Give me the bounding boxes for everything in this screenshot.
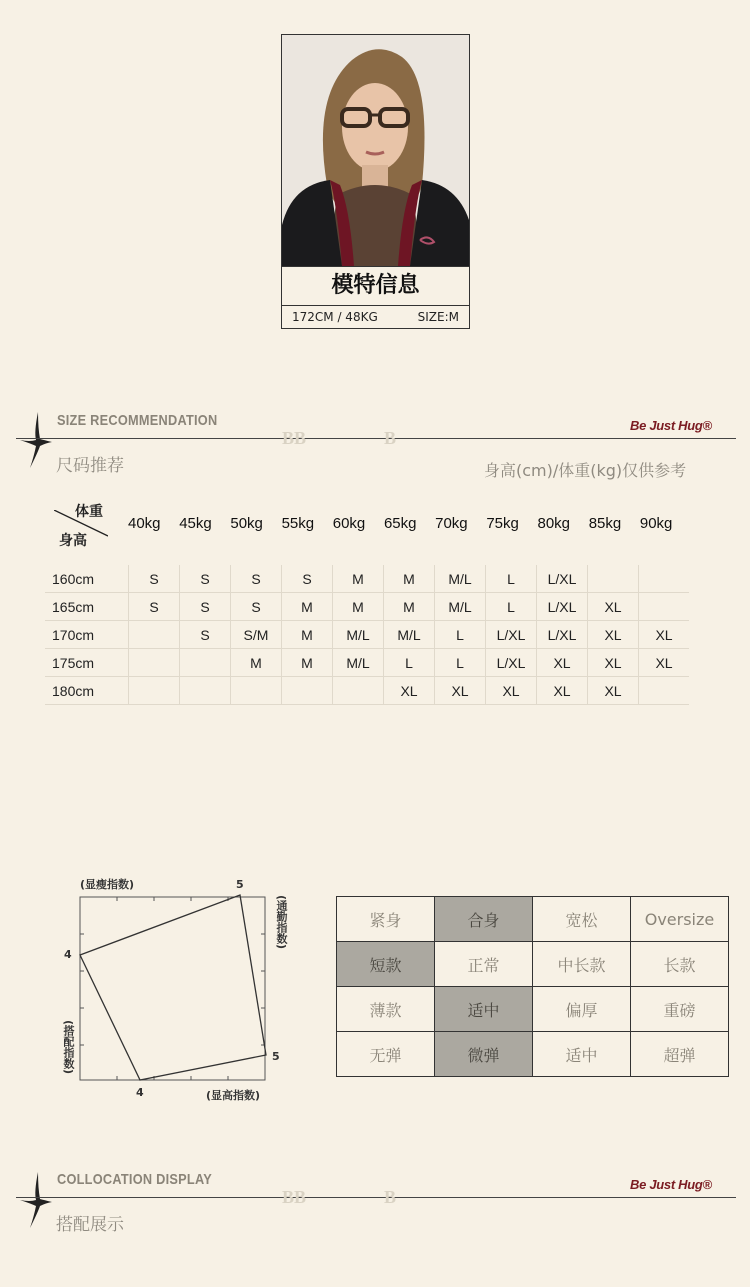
- attribute-cell: 合身: [435, 897, 533, 942]
- size-cell: [129, 649, 180, 677]
- size-cell: M: [333, 565, 384, 593]
- slimming-index-value: 5: [236, 878, 244, 891]
- size-cell: XL: [588, 621, 639, 649]
- size-cell: M: [231, 649, 282, 677]
- height-index-value: 4: [136, 1086, 144, 1099]
- attribute-cell: 宽松: [533, 897, 631, 942]
- b-logo-mark: B: [384, 1187, 397, 1207]
- sparkle-icon: [16, 412, 52, 472]
- size-cell: S/M: [231, 621, 282, 649]
- attribute-cell: 微弹: [435, 1032, 533, 1077]
- index-chart: [60, 875, 300, 1105]
- attribute-row: [337, 897, 729, 942]
- size-cell: L: [486, 593, 537, 621]
- size-cell: S: [129, 565, 180, 593]
- size-cell: [639, 677, 690, 705]
- weight-header-cell: 80kg: [537, 515, 571, 532]
- size-cell: L: [384, 649, 435, 677]
- size-cell: L: [435, 621, 486, 649]
- table-row: [45, 677, 689, 705]
- model-photo: [282, 35, 469, 266]
- size-cell: [180, 677, 231, 705]
- sparkle-icon: [16, 1172, 52, 1232]
- commute-index-label: (通勤指数): [275, 895, 288, 950]
- size-cell: [333, 677, 384, 705]
- weight-header-cell: 70kg: [435, 515, 468, 532]
- height-cell: 180cm: [45, 677, 129, 705]
- size-cell: L/XL: [537, 593, 588, 621]
- size-cell: XL: [537, 677, 588, 705]
- bb-logo-mark: BB: [282, 428, 307, 448]
- section-divider: [16, 1197, 736, 1198]
- size-cell: XL: [639, 649, 690, 677]
- matching-index-label: (搭配指数): [62, 1020, 75, 1075]
- table-row: [45, 593, 689, 621]
- attribute-row: [337, 942, 729, 987]
- size-cell: [639, 565, 690, 593]
- section-divider: [16, 438, 736, 439]
- attribute-cell: 短款: [337, 942, 435, 987]
- fit-attribute-grid: [336, 896, 729, 1077]
- brand-logo: Be Just Hug®: [630, 418, 712, 433]
- weight-header-cell: 40kg: [128, 515, 161, 532]
- height-cell: 165cm: [45, 593, 129, 621]
- size-cell: [129, 621, 180, 649]
- table-row: [45, 621, 689, 649]
- size-cell: L/XL: [486, 649, 537, 677]
- size-cell: XL: [588, 593, 639, 621]
- size-cell: M/L: [333, 621, 384, 649]
- size-cell: L/XL: [486, 621, 537, 649]
- size-cell: XL: [588, 649, 639, 677]
- attribute-cell: 薄款: [337, 987, 435, 1032]
- size-cell: XL: [435, 677, 486, 705]
- size-cell: M: [333, 593, 384, 621]
- weight-header-cell: 65kg: [383, 515, 417, 532]
- size-cell: S: [180, 593, 231, 621]
- size-section-title-cn: 尺码推荐: [56, 456, 124, 476]
- size-cell: L: [435, 649, 486, 677]
- height-cell: 175cm: [45, 649, 129, 677]
- size-cell: XL: [639, 621, 690, 649]
- collocation-section-title-en: COLLOCATION DISPLAY: [57, 1171, 213, 1188]
- attribute-cell: 适中: [533, 1032, 631, 1077]
- table-row: [45, 565, 689, 593]
- attribute-cell: 无弹: [337, 1032, 435, 1077]
- size-cell: [129, 677, 180, 705]
- size-cell: M: [282, 649, 333, 677]
- corner-diagonal: [54, 510, 108, 538]
- height-cell: 160cm: [45, 565, 129, 593]
- brand-logo: Be Just Hug®: [630, 1177, 712, 1192]
- size-cell: XL: [588, 677, 639, 705]
- size-cell: M: [384, 593, 435, 621]
- attribute-cell: 超弹: [631, 1032, 729, 1077]
- index-polygon: [80, 895, 266, 1080]
- model-photo-illustration: [282, 35, 469, 266]
- size-cell: M: [282, 621, 333, 649]
- model-size: SIZE:M: [417, 310, 459, 324]
- size-cell: S: [180, 565, 231, 593]
- size-cell: L/XL: [537, 621, 588, 649]
- height-index-label: (显高指数): [206, 1089, 261, 1102]
- size-cell: [639, 593, 690, 621]
- size-cell: M: [384, 565, 435, 593]
- model-info-title: 模特信息: [282, 266, 469, 306]
- attribute-cell: 紧身: [337, 897, 435, 942]
- size-cell: S: [231, 593, 282, 621]
- size-cell: M/L: [435, 593, 486, 621]
- model-info-card: [281, 34, 470, 329]
- weight-header-cell: 60kg: [332, 515, 366, 532]
- attribute-cell: 中长款: [533, 942, 631, 987]
- size-cell: XL: [537, 649, 588, 677]
- height-header: 身高: [59, 533, 87, 549]
- size-cell: S: [231, 565, 282, 593]
- matching-index-value: 4: [64, 948, 72, 961]
- b-logo-mark: B: [384, 428, 397, 448]
- attribute-row: [337, 1032, 729, 1077]
- size-cell: [231, 677, 282, 705]
- weight-header-cell: 45kg: [179, 515, 212, 532]
- weight-header-cell: 75kg: [486, 515, 519, 532]
- size-table: [45, 565, 689, 705]
- size-cell: S: [180, 621, 231, 649]
- weight-header-row: [128, 515, 691, 532]
- weight-header-cell: 90kg: [639, 515, 673, 532]
- size-cell: S: [282, 565, 333, 593]
- size-cell: [282, 677, 333, 705]
- size-section-title-en: SIZE RECOMMENDATION: [57, 412, 218, 429]
- size-reference-note: 身高(cm)/体重(kg)仅供参考: [484, 461, 687, 480]
- size-cell: M/L: [384, 621, 435, 649]
- size-cell: S: [129, 593, 180, 621]
- attribute-row: [337, 987, 729, 1032]
- attribute-cell: 偏厚: [533, 987, 631, 1032]
- attribute-cell: 长款: [631, 942, 729, 987]
- attribute-cell: Oversize: [631, 897, 729, 942]
- size-cell: [588, 565, 639, 593]
- size-cell: M/L: [435, 565, 486, 593]
- slimming-index-label: (显瘦指数): [80, 878, 135, 891]
- size-cell: [180, 649, 231, 677]
- weight-header: 体重: [75, 504, 103, 520]
- size-cell: L: [486, 565, 537, 593]
- size-cell: XL: [384, 677, 435, 705]
- attribute-cell: 适中: [435, 987, 533, 1032]
- model-stats: [282, 305, 469, 329]
- size-cell: XL: [486, 677, 537, 705]
- bb-logo-mark: BB: [282, 1187, 307, 1207]
- attribute-cell: 正常: [435, 942, 533, 987]
- commute-index-value: 5: [272, 1050, 280, 1063]
- weight-header-cell: 85kg: [588, 515, 622, 532]
- table-row: [45, 649, 689, 677]
- attribute-cell: 重磅: [631, 987, 729, 1032]
- model-height-weight: 172CM / 48KG: [292, 310, 378, 324]
- weight-header-cell: 55kg: [281, 515, 315, 532]
- size-cell: M/L: [333, 649, 384, 677]
- collocation-section-title-cn: 搭配展示: [56, 1215, 124, 1235]
- height-cell: 170cm: [45, 621, 129, 649]
- size-cell: M: [282, 593, 333, 621]
- size-cell: L/XL: [537, 565, 588, 593]
- weight-header-cell: 50kg: [230, 515, 263, 532]
